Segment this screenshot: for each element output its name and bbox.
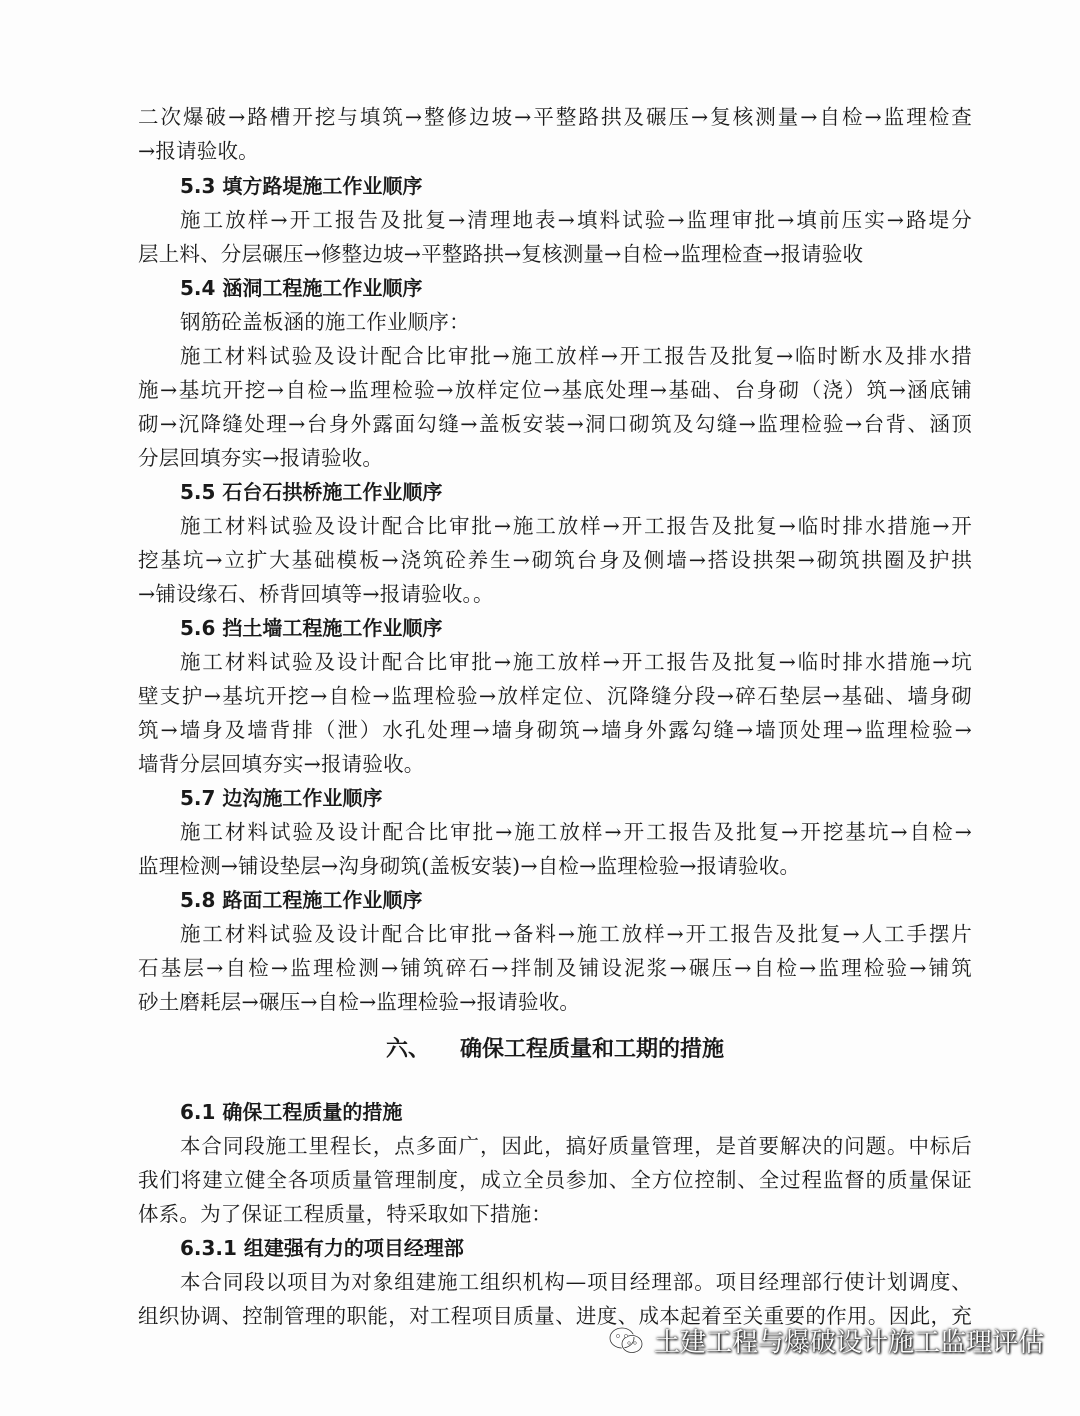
text-line: 石基层→自检→监理检测→铺筑碎石→拌制及铺设泥浆→碾压→自检→监理检验→铺筑 xyxy=(138,956,972,980)
section-heading-5-7: 5.7 边沟施工作业顺序 xyxy=(180,786,383,810)
text-line: 施工放样→开工报告及批复→清理地表→填料试验→监理审批→填前压实→路堤分 xyxy=(180,208,972,232)
text-line: 我们将建立健全各项质量管理制度，成立全员参加、全方位控制、全过程监督的质量保证 xyxy=(138,1168,972,1192)
section-heading-5-3: 5.3 填方路堤施工作业顺序 xyxy=(180,174,423,198)
watermark-text: 土建工程与爆破设计施工监理评估 xyxy=(653,1328,1044,1358)
text-line: →报请验收。 xyxy=(138,139,259,163)
section-heading-5-4: 5.4 涵洞工程施工作业顺序 xyxy=(180,276,423,300)
text-line: 本合同段以项目为对象组建施工组织机构—项目经理部。项目经理部行使计划调度、 xyxy=(180,1270,972,1294)
section-heading-5-8: 5.8 路面工程施工作业顺序 xyxy=(180,888,423,912)
section-heading-6-3-1: 6.3.1 组建强有力的项目经理部 xyxy=(180,1236,464,1260)
text-line: 施工材料试验及设计配合比审批→备料→施工放样→开工报告及批复→人工手摆片 xyxy=(180,922,972,946)
text-line: 层上料、分层碾压→修整边坡→平整路拱→复核测量→自检→监理检查→报请验收 xyxy=(138,242,864,266)
text-line: 砂土磨耗层→碾压→自检→监理检验→报请验收。 xyxy=(138,990,581,1014)
text-line: 分层回填夯实→报请验收。 xyxy=(138,446,384,470)
section-heading-5-5: 5.5 石台石拱桥施工作业顺序 xyxy=(180,480,443,504)
text-line: 组织协调、控制管理的职能，对工程项目质量、进度、成本起着至关重要的作用。因此，充 xyxy=(138,1304,972,1328)
text-line: 监理检测→铺设垫层→沟身砌筑(盖板安装)→自检→监理检验→报请验收。 xyxy=(138,854,801,878)
text-line: 挖基坑→立扩大基础模板→浇筑砼养生→砌筑台身及侧墙→搭设拱架→砌筑拱圈及护拱 xyxy=(138,548,972,572)
text-line: 二次爆破→路槽开挖与填筑→整修边坡→平整路拱及碾压→复核测量→自检→监理检查 xyxy=(138,105,972,129)
text-line: 施工材料试验及设计配合比审批→施工放样→开工报告及批复→临时断水及排水措 xyxy=(180,344,972,368)
wechat-icon xyxy=(608,1326,644,1356)
text-line: 筑→墙身及墙背排（泄）水孔处理→墙身砌筑→墙身外露勾缝→墙顶处理→监理检验→ xyxy=(138,718,972,742)
text-line: 施→基坑开挖→自检→监理检验→放样定位→基底处理→基础、台身砌（浇）筑→涵底铺 xyxy=(138,378,972,402)
text-line: 砌→沉降缝处理→台身外露面勾缝→盖板安装→洞口砌筑及勾缝→监理检验→台背、涵顶 xyxy=(138,412,972,436)
text-line: 施工材料试验及设计配合比审批→施工放样→开工报告及批复→临时排水措施→坑 xyxy=(180,650,972,674)
watermark xyxy=(608,1322,1044,1359)
section-heading-6-1: 6.1 确保工程质量的措施 xyxy=(180,1100,403,1124)
text-line: 壁支护→基坑开挖→自检→监理检验→放样定位、沉降缝分段→碎石垫层→基础、墙身砌 xyxy=(138,684,972,708)
text-line: 墙背分层回填夯实→报请验收。 xyxy=(138,752,425,776)
text-line: 施工材料试验及设计配合比审批→施工放样→开工报告及批复→临时排水措施→开 xyxy=(180,514,972,538)
chapter-title xyxy=(0,1032,1080,1068)
section-heading-5-6: 5.6 挡土墙工程施工作业顺序 xyxy=(180,616,443,640)
text-line: 本合同段施工里程长，点多面广，因此，搞好质量管理，是首要解决的问题。中标后 xyxy=(180,1134,972,1158)
chapter-text: 确保工程质量和工期的措施 xyxy=(460,1037,725,1062)
chapter-number: 六、 xyxy=(385,1037,430,1062)
text-line: 钢筋砼盖板涵的施工作业顺序： xyxy=(180,310,470,334)
text-line: →铺设缘石、桥背回填等→报请验收。。 xyxy=(138,582,494,606)
text-line: 体系。为了保证工程质量，特采取如下措施： xyxy=(138,1202,552,1226)
text-line: 施工材料试验及设计配合比审批→施工放样→开工报告及批复→开挖基坑→自检→ xyxy=(180,820,972,844)
